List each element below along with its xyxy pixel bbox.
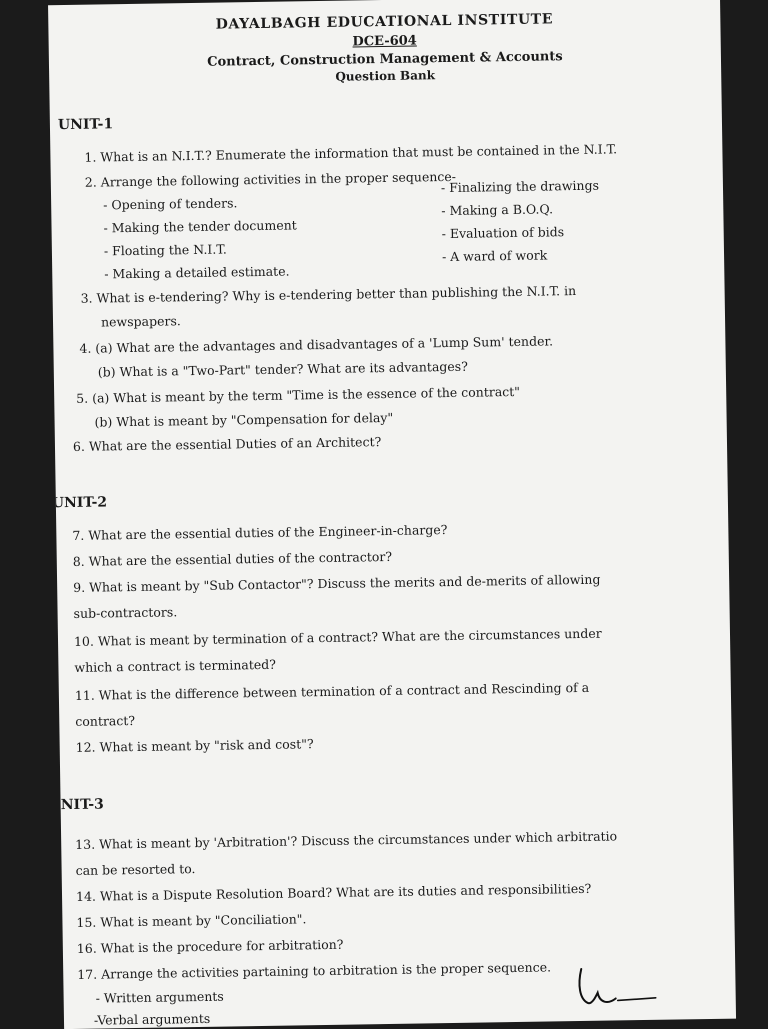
question-11-cont: contract? bbox=[75, 713, 136, 729]
question-6: 6. What are the essential Duties of an Architect? bbox=[72, 434, 382, 454]
q2-right-item: - Evaluation of bids bbox=[441, 224, 565, 242]
question-15: 15. What is meant by "Conciliation". bbox=[76, 911, 307, 930]
question-17: 17. Arrange the activities partaining to arbitration is the proper sequence. bbox=[77, 959, 552, 982]
unit-3-heading: UNIT-3 bbox=[48, 796, 104, 814]
question-9-cont: sub-contractors. bbox=[73, 604, 178, 621]
question-8: 8. What are the essential duties of the contractor? bbox=[72, 548, 393, 569]
question-11: 11. What is the difference between termination of a contract and Rescinding of a bbox=[74, 679, 590, 703]
q2-left-item: - Making the tender document bbox=[103, 217, 297, 236]
q2-right-item: - Finalizing the drawings bbox=[440, 177, 600, 196]
course-code: DCE-604 bbox=[352, 33, 417, 50]
document-title: Question Bank bbox=[335, 68, 436, 84]
q2-right-item: - A ward of work bbox=[441, 247, 548, 265]
question-1: 1. What is an N.I.T.? Enumerate the information that must be contained in the N.I.T. bbox=[84, 141, 618, 165]
q2-left-item: - Opening of tenders. bbox=[103, 195, 238, 213]
question-3-cont: newspapers. bbox=[100, 313, 181, 330]
question-10-cont: which a contract is terminated? bbox=[74, 656, 277, 675]
unit-1-heading: UNIT-1 bbox=[57, 116, 114, 134]
q17-item: - Written arguments bbox=[95, 988, 224, 1006]
question-5b: (b) What is meant by "Compensation for delay" bbox=[94, 409, 394, 430]
question-12: 12. What is meant by "risk and cost"? bbox=[75, 736, 314, 755]
q2-left-item: - Floating the N.I.T. bbox=[103, 241, 227, 259]
question-13-cont: can be resorted to. bbox=[75, 861, 196, 878]
handwritten-signature bbox=[571, 962, 662, 1013]
question-16: 16. What is the procedure for arbitration? bbox=[76, 936, 344, 956]
question-13: 13. What is meant by 'Arbitration'? Discuss the circumstances under which arbitratio bbox=[75, 828, 618, 852]
q2-left-item: - Making a detailed estimate. bbox=[104, 263, 290, 282]
question-4a: 4. (a) What are the advantages and disadvantages of a 'Lump Sum' tender. bbox=[79, 333, 554, 356]
question-14: 14. What is a Dispute Resolution Board? What are its duties and responsibilities? bbox=[75, 880, 592, 904]
institute-name: DAYALBAGH EDUCATIONAL INSTITUTE bbox=[215, 11, 554, 33]
document-header bbox=[48, 9, 721, 89]
question-4b: (b) What is a "Two-Part" tender? What are its advantages? bbox=[97, 358, 468, 380]
question-3: 3. What is e-tendering? Why is e-tendering better than publishing the N.I.T. in bbox=[80, 283, 577, 306]
q2-right-item: - Making a B.O.Q. bbox=[441, 201, 554, 219]
question-5a: 5. (a) What is meant by the term "Time is the essence of the contract" bbox=[76, 383, 521, 406]
question-9: 9. What is meant by "Sub Contactor"? Discuss the merits and de-merits of allowing bbox=[73, 571, 601, 595]
question-10: 10. What is meant by termination of a contract? What are the circumstances under bbox=[73, 625, 602, 649]
course-title: Contract, Construction Management & Accounts bbox=[207, 49, 563, 70]
q17-item: -Verbal arguments bbox=[93, 1010, 211, 1028]
question-bank-page bbox=[48, 0, 736, 1029]
unit-2-heading: UNIT-2 bbox=[51, 494, 108, 512]
question-7: 7. What are the essential duties of the Engineer-in-charge? bbox=[72, 522, 448, 543]
question-2: 2. Arrange the following activities in the proper sequence- bbox=[84, 168, 457, 190]
